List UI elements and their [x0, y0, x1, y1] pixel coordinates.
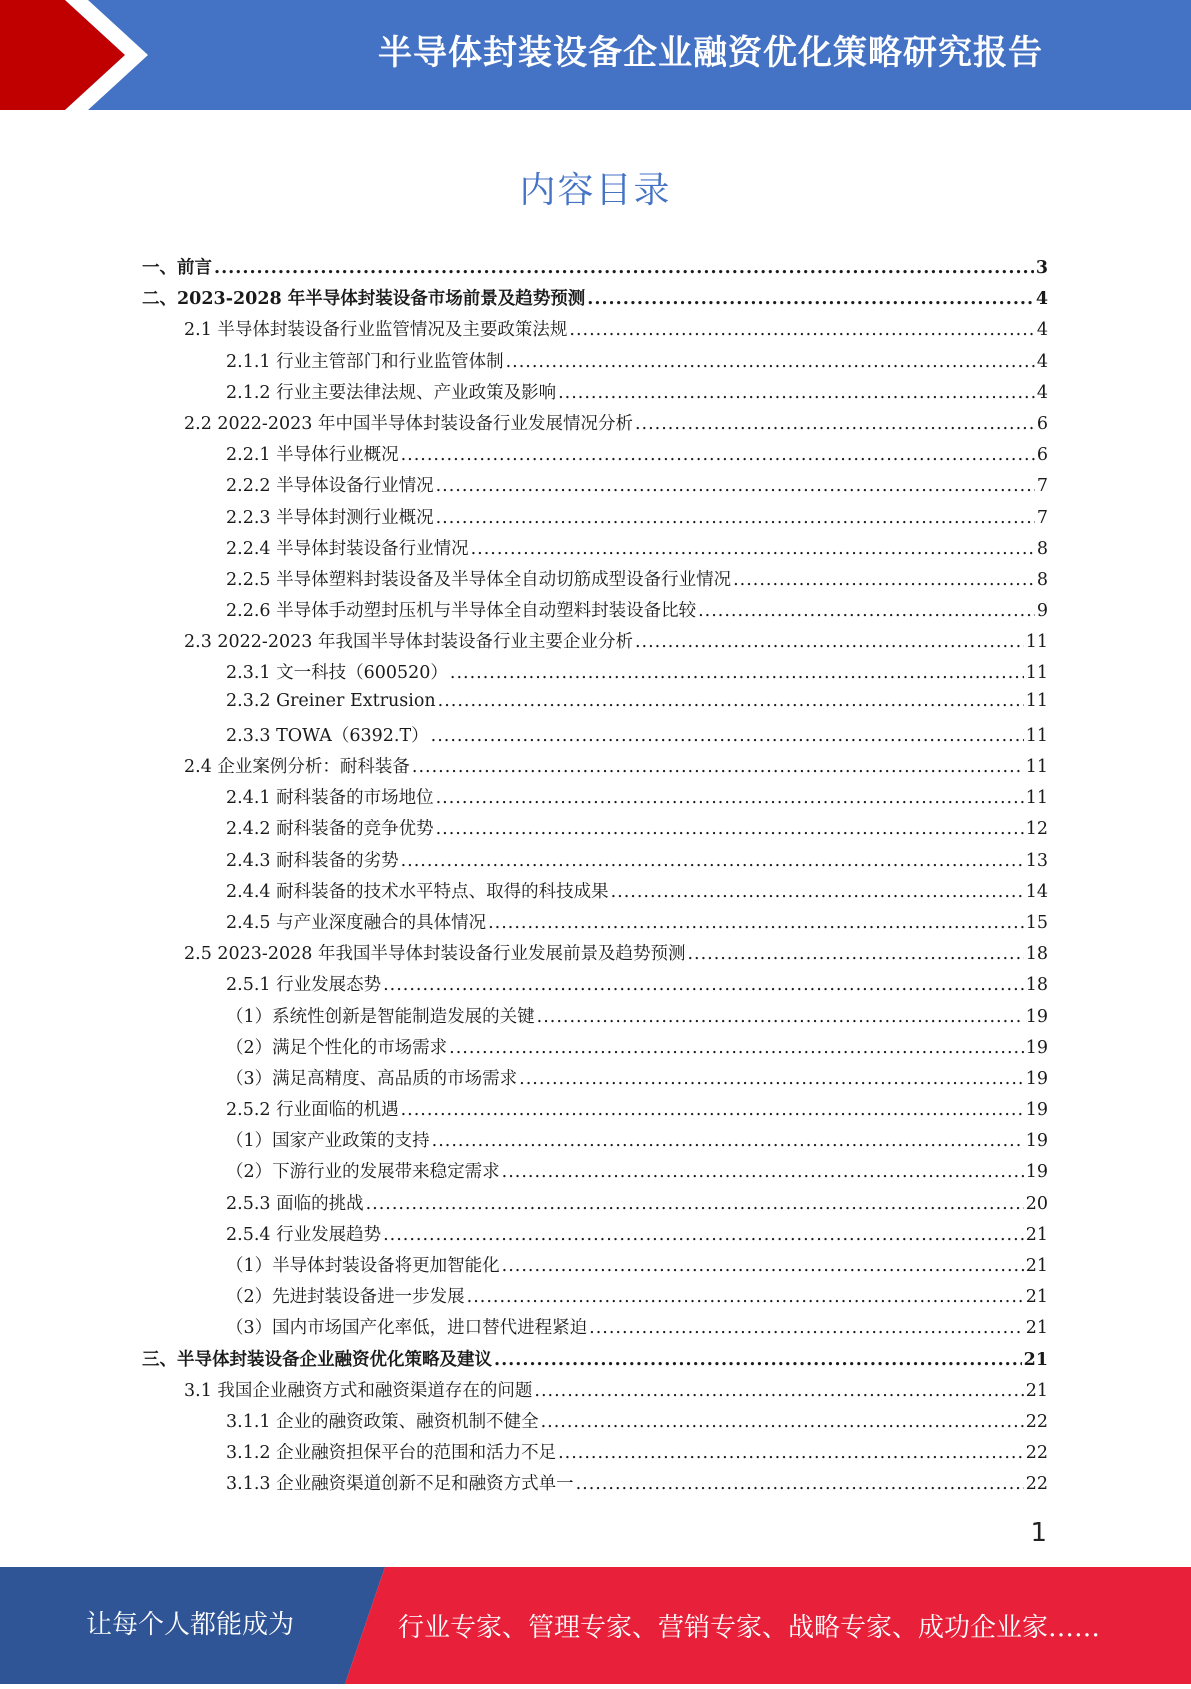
- toc-entry-label: 2.4.4 耐科装备的技术水平特点、取得的科技成果: [226, 881, 609, 902]
- toc-leader-dots: [412, 757, 1024, 777]
- toc-entry[interactable]: [142, 659, 1048, 690]
- toc-entry[interactable]: [142, 909, 1048, 940]
- toc-entry[interactable]: [142, 1314, 1048, 1345]
- toc-leader-dots: [698, 601, 1035, 621]
- toc-leader-dots: [383, 975, 1024, 995]
- toc-entry-label: （3）国内市场国产化率低，进口替代进程紧迫: [226, 1318, 588, 1339]
- toc-entry-page: 22: [1025, 1474, 1048, 1495]
- toc-entry-page: 22: [1025, 1443, 1048, 1464]
- toc-entry[interactable]: [142, 971, 1048, 1002]
- toc-entry[interactable]: [142, 722, 1048, 753]
- toc-entry[interactable]: [142, 1377, 1048, 1408]
- toc-entry[interactable]: [142, 1127, 1048, 1158]
- toc-leader-dots: [401, 445, 1035, 465]
- toc-leader-dots: [488, 913, 1024, 933]
- toc-entry[interactable]: [142, 1034, 1048, 1065]
- toc-leader-dots: [558, 383, 1035, 403]
- toc-entry-label: 2.1 半导体封装设备行业监管情况及主要政策法规: [184, 320, 568, 341]
- toc-leader-dots: [541, 1412, 1024, 1432]
- toc-entry-page: 22: [1025, 1411, 1048, 1432]
- toc-leader-dots: [401, 1100, 1024, 1120]
- toc-leader-dots: [383, 1225, 1024, 1245]
- toc-leader-dots: [436, 788, 1024, 808]
- toc-entry-page: 14: [1025, 881, 1048, 902]
- toc-entry-label: 2.4.5 与产业深度融合的具体情况: [226, 912, 487, 933]
- toc-entry[interactable]: [142, 784, 1048, 815]
- footer-slogan-left: 让每个人都能成为: [85, 1610, 294, 1640]
- toc-entry-page: 21: [1025, 1224, 1048, 1245]
- toc-entry-page: 11: [1025, 788, 1048, 809]
- toc-entry-page: 4: [1036, 320, 1048, 341]
- toc-entry-page: 19: [1025, 1100, 1048, 1121]
- toc-entry-label: 2.2.4 半导体封装设备行业情况: [226, 538, 469, 559]
- toc-entry-label: （3）满足高精度、高品质的市场需求: [226, 1068, 518, 1089]
- toc-entry-label: 2.4 企业案例分析：耐科装备: [184, 757, 410, 777]
- toc-entry[interactable]: [142, 628, 1048, 659]
- toc-entry-label: 2.5.3 面临的挑战: [226, 1193, 364, 1214]
- toc-entry-label: 3.1.1 企业的融资政策、融资机制不健全: [226, 1411, 539, 1432]
- toc-entry-page: 15: [1025, 912, 1048, 933]
- toc-leader-dots: [502, 1256, 1024, 1276]
- toc-entry[interactable]: [142, 691, 1048, 722]
- toc-leader-dots: [506, 352, 1035, 372]
- toc-entry[interactable]: [142, 504, 1048, 535]
- toc-entry-label: 2.2.1 半导体行业概况: [226, 445, 399, 466]
- toc-entry-page: 19: [1025, 1037, 1048, 1058]
- toc-leader-dots: [635, 414, 1035, 434]
- toc-entry[interactable]: [142, 1190, 1048, 1221]
- toc-entry[interactable]: [142, 1003, 1048, 1034]
- toc-entry-label: 2.4.1 耐科装备的市场地位: [226, 788, 434, 809]
- toc-entry-page: 11: [1025, 690, 1048, 711]
- toc-entry-label: 一、前言: [142, 258, 212, 278]
- page-number: 1: [1030, 1518, 1047, 1548]
- toc-entry-label: 2.5.1 行业发展态势: [226, 975, 382, 996]
- toc-entry-page: 7: [1036, 507, 1048, 528]
- toc-entry-label: 2.5.2 行业面临的机遇: [226, 1100, 399, 1121]
- toc-entry[interactable]: [142, 1252, 1048, 1283]
- toc-entry-page: 19: [1025, 1006, 1048, 1027]
- toc-leader-dots: [436, 508, 1035, 528]
- toc-leader-dots: [611, 882, 1024, 902]
- toc-entry[interactable]: [142, 1096, 1048, 1127]
- toc-entry[interactable]: [142, 1470, 1048, 1501]
- toc-leader-dots: [687, 944, 1023, 964]
- toc-entry-page: 4: [1036, 382, 1048, 403]
- page-header: [0, 0, 1191, 110]
- toc-leader-dots: [558, 1443, 1024, 1463]
- toc-entry-label: 2.2.5 半导体塑料封装设备及半导体全自动切筋成型设备行业情况: [226, 569, 732, 590]
- toc-entry-label: 3.1.2 企业融资担保平台的范围和活力不足: [226, 1443, 557, 1464]
- toc-entry-label: 2.2.3 半导体封测行业概况: [226, 507, 434, 528]
- table-of-contents: [142, 254, 1048, 1502]
- toc-entry-page: 13: [1025, 850, 1048, 871]
- toc-entry-page: 21: [1025, 1287, 1048, 1308]
- toc-entry-label: 2.3.3 TOWA（6392.T）: [226, 725, 429, 746]
- toc-leader-dots: [436, 819, 1024, 839]
- toc-leader-dots: [431, 726, 1024, 746]
- toc-entry-page: 9: [1036, 601, 1048, 622]
- toc-entry-page: 7: [1036, 476, 1048, 497]
- toc-entry[interactable]: [142, 472, 1048, 503]
- toc-entry[interactable]: [142, 597, 1048, 628]
- toc-entry[interactable]: [142, 410, 1048, 441]
- toc-entry-label: 2.3 2022-2023 年我国半导体封装设备行业主要企业分析: [184, 632, 633, 653]
- footer-slogan-right: 行业专家、管理专家、营销专家、战略专家、成功企业家……: [398, 1613, 1101, 1643]
- toc-leader-dots: [450, 663, 1024, 683]
- toc-leader-dots: [569, 320, 1034, 340]
- toc-entry[interactable]: [142, 566, 1048, 597]
- toc-entry[interactable]: [142, 815, 1048, 846]
- toc-entry[interactable]: [142, 1158, 1048, 1189]
- toc-entry[interactable]: [142, 1439, 1048, 1470]
- toc-entry-label: （2）下游行业的发展带来稳定需求: [226, 1162, 500, 1183]
- toc-entry-page: 8: [1036, 538, 1048, 559]
- toc-entry-page: 11: [1025, 757, 1048, 777]
- toc-entry-label: 2.3.2 Greiner Extrusion: [226, 690, 436, 711]
- toc-leader-dots: [494, 1350, 1022, 1370]
- toc-entry-label: （1）系统性创新是智能制造发展的关键: [226, 1006, 535, 1027]
- toc-entry-page: 6: [1036, 413, 1048, 434]
- toc-entry-label: （1）国家产业政策的支持: [226, 1131, 430, 1152]
- toc-entry[interactable]: [142, 348, 1048, 379]
- toc-entry-label: （1）半导体封装设备将更加智能化: [226, 1256, 500, 1276]
- toc-entry-page: 12: [1025, 819, 1048, 840]
- toc-entry-label: 2.1.1 行业主管部门和行业监管体制: [226, 351, 504, 372]
- toc-entry[interactable]: [142, 1346, 1048, 1377]
- report-title: 半导体封装设备企业融资优化策略研究报告: [378, 33, 1043, 73]
- toc-entry-page: 20: [1025, 1193, 1048, 1214]
- toc-entry-label: 2.4.2 耐科装备的竞争优势: [226, 819, 434, 840]
- toc-entry-label: 2.5 2023-2028 年我国半导体封装设备行业发展前景及趋势预测: [184, 944, 686, 965]
- toc-entry[interactable]: [142, 1221, 1048, 1252]
- toc-entry-page: 19: [1025, 1131, 1048, 1152]
- toc-leader-dots: [502, 1162, 1024, 1182]
- toc-leader-dots: [635, 632, 1024, 652]
- toc-entry[interactable]: [142, 847, 1048, 878]
- toc-entry-label: （2）满足个性化的市场需求: [226, 1037, 448, 1058]
- toc-entry[interactable]: [142, 940, 1048, 971]
- toc-leader-dots: [438, 691, 1024, 711]
- toc-entry-page: 6: [1036, 445, 1048, 466]
- toc-entry-page: 4: [1035, 289, 1048, 310]
- toc-entry-label: 2.2.2 半导体设备行业情况: [226, 476, 434, 497]
- toc-entry-label: 2.4.3 耐科装备的劣势: [226, 850, 399, 871]
- toc-entry-page: 21: [1025, 1256, 1048, 1276]
- toc-entry[interactable]: [142, 285, 1048, 316]
- toc-entry-page: 18: [1025, 944, 1048, 965]
- toc-entry-page: 21: [1023, 1349, 1048, 1370]
- toc-leader-dots: [733, 570, 1035, 590]
- toc-leader-dots: [471, 539, 1035, 559]
- toc-entry-label: 3.1.3 企业融资渠道创新不足和融资方式单一: [226, 1474, 574, 1495]
- toc-entry-label: 2.2 2022-2023 年中国半导体封装设备行业发展情况分析: [184, 413, 633, 434]
- toc-leader-dots: [589, 1318, 1024, 1338]
- toc-leader-dots: [214, 258, 1034, 278]
- toc-entry-page: 3: [1035, 258, 1048, 278]
- toc-entry-page: 11: [1025, 632, 1048, 653]
- page-footer: [0, 1567, 1191, 1684]
- toc-entry[interactable]: [142, 316, 1048, 347]
- toc-entry-page: 18: [1025, 975, 1048, 996]
- toc-leader-dots: [537, 1007, 1024, 1027]
- toc-leader-dots: [587, 289, 1034, 309]
- toc-entry-label: 2.2.6 半导体手动塑封压机与半导体全自动塑料封装设备比较: [226, 601, 697, 622]
- toc-entry[interactable]: [142, 1065, 1048, 1096]
- toc-entry-label: 3.1 我国企业融资方式和融资渠道存在的问题: [184, 1380, 533, 1401]
- toc-entry-page: 8: [1036, 569, 1048, 590]
- toc-leader-dots: [436, 476, 1035, 496]
- toc-entry-label: 2.5.4 行业发展趋势: [226, 1224, 382, 1245]
- toc-entry-label: 三、半导体封装设备企业融资优化策略及建议: [142, 1349, 492, 1370]
- toc-entry-page: 4: [1036, 351, 1048, 372]
- toc-entry-page: 11: [1025, 663, 1048, 684]
- toc-entry[interactable]: [142, 379, 1048, 410]
- toc-entry-page: 19: [1025, 1162, 1048, 1183]
- toc-leader-dots: [467, 1287, 1024, 1307]
- toc-leader-dots: [366, 1194, 1024, 1214]
- toc-leader-dots: [449, 1038, 1024, 1058]
- toc-entry-page: 11: [1025, 725, 1048, 746]
- toc-heading: 内容目录: [519, 170, 672, 211]
- toc-entry[interactable]: [142, 753, 1048, 784]
- toc-entry[interactable]: [142, 535, 1048, 566]
- toc-entry[interactable]: [142, 878, 1048, 909]
- toc-leader-dots: [401, 851, 1024, 871]
- toc-entry[interactable]: [142, 1408, 1048, 1439]
- toc-entry-page: 19: [1025, 1068, 1048, 1089]
- toc-leader-dots: [432, 1131, 1024, 1151]
- toc-entry[interactable]: [142, 254, 1048, 285]
- toc-entry-page: 21: [1025, 1318, 1048, 1339]
- toc-entry-label: （2）先进封装设备进一步发展: [226, 1287, 465, 1308]
- toc-entry-label: 2.3.1 文一科技（600520）: [226, 663, 448, 684]
- toc-entry-page: 21: [1025, 1380, 1048, 1401]
- toc-entry-label: 2.1.2 行业主要法律法规、产业政策及影响: [226, 382, 557, 403]
- toc-entry[interactable]: [142, 1283, 1048, 1314]
- toc-leader-dots: [534, 1381, 1023, 1401]
- toc-leader-dots: [576, 1474, 1024, 1494]
- toc-leader-dots: [519, 1069, 1024, 1089]
- toc-entry[interactable]: [142, 441, 1048, 472]
- toc-entry-label: 二、2023-2028 年半导体封装设备市场前景及趋势预测: [142, 289, 586, 310]
